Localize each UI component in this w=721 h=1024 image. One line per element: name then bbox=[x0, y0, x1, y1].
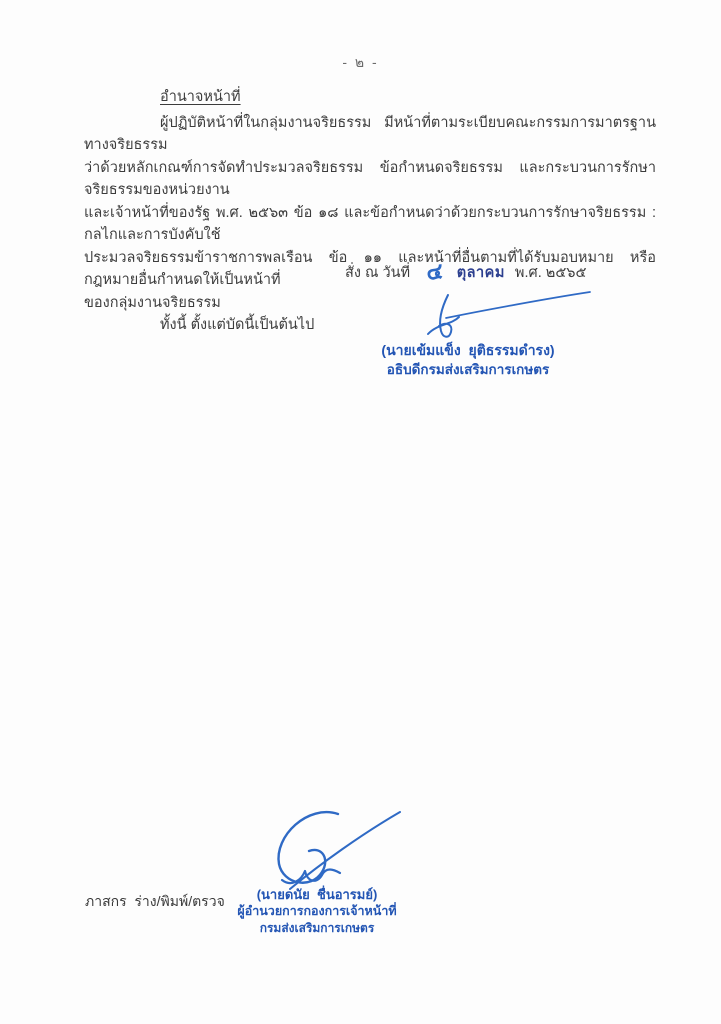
effective-date-note: ทั้งนี้ ตั้งแต่บัดนี้เป็นต้นไป bbox=[160, 317, 315, 333]
page-number: - ๒ - bbox=[342, 54, 379, 70]
paragraph-line: ผู้ปฏิบัติหน้าที่ในกลุ่มงานจริยธรรม มีหน้าที่ตามระเบียบคณะกรรมการมาตรฐานทางจริยธรรม bbox=[84, 114, 656, 153]
signer-primary-name: (นายเข้มแข็ง ยุติธรรมดำรง) bbox=[381, 342, 555, 358]
draft-typist-note: ภาสกร ร่าง/พิมพ์/ตรวจ bbox=[85, 893, 225, 909]
order-date-prefix: สั่ง ณ วันที่ bbox=[345, 265, 411, 281]
order-date-line bbox=[345, 252, 586, 287]
order-year: พ.ศ. ๒๕๖๕ bbox=[514, 265, 587, 281]
stamped-month: ตุลาคม bbox=[456, 265, 505, 281]
paragraph-line: ว่าด้วยหลักเกณฑ์การจัดทำประมวลจริยธรรม ข้อกำหนดจริยธรรม และกระบวนการรักษาจริยธรรมของหน่วยงาน bbox=[84, 159, 656, 198]
paragraph-line: และเจ้าหน้าที่ของรัฐ พ.ศ. ๒๕๖๓ ข้อ ๑๘ และข้อกำหนดว่าด้วยกระบวนการรักษาจริยธรรม : กลไกและการบังคับใช้ bbox=[84, 204, 656, 243]
paragraph-line: ประมวลจริยธรรมข้าราชการพลเรือน ข้อ ๑๑ และหน้าที่อื่นตามที่ได้รับมอบหมาย หรือกฎหมายอื่นกำหนดให้เป็นหน้าที่ bbox=[84, 249, 656, 288]
signer-secondary-organization: กรมส่งเสริมการเกษตร bbox=[259, 921, 375, 935]
signer-primary-block bbox=[352, 340, 584, 379]
signer-secondary-name: (นายดนัย ชื่นอารมย์) bbox=[256, 887, 378, 902]
signer-secondary-position: ผู้อำนวยการกองการเจ้าหน้าที่ bbox=[237, 904, 397, 918]
signature-primary-icon bbox=[418, 288, 596, 342]
section-heading: อำนาจหน้าที่ bbox=[160, 89, 241, 105]
signer-primary-position: อธิบดีกรมส่งเสริมการเกษตร bbox=[386, 362, 550, 377]
signature-secondary-icon bbox=[258, 802, 408, 897]
signer-secondary-block bbox=[233, 886, 401, 936]
handwritten-day: ๔ bbox=[424, 258, 445, 285]
paragraph-line: ของกลุ่มงานจริยธรรม bbox=[84, 294, 221, 311]
